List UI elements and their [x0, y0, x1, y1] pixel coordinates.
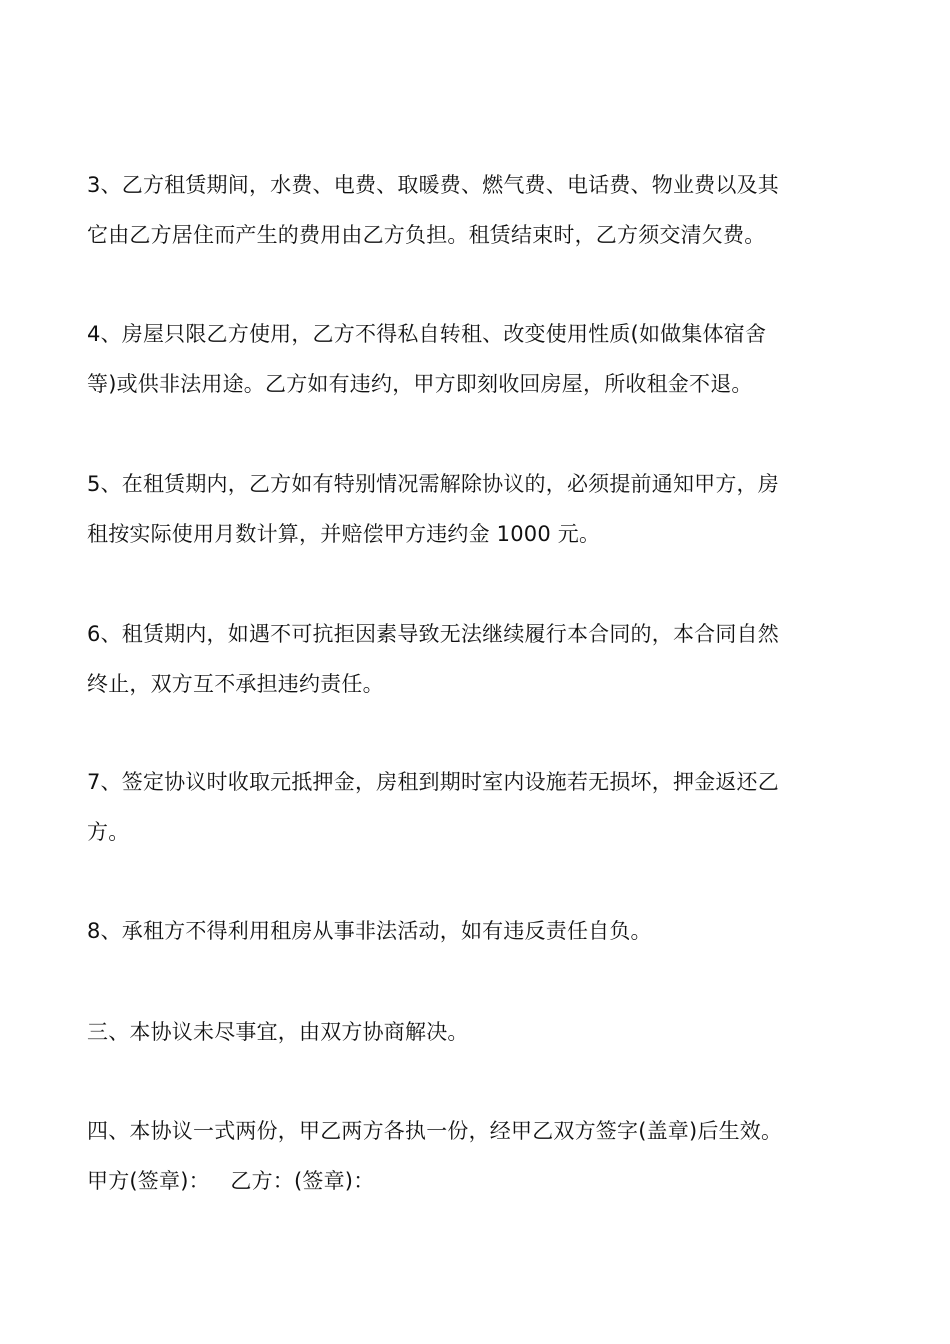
- section-4: [87, 1106, 877, 1156]
- clause-3-line-2: 它由乙方居住而产生的费用由乙方负担。租赁结束时，乙方须交清欠费。: [87, 223, 766, 247]
- clause-5-line-1: 5、在租赁期内，乙方如有特别情况需解除协议的，必须提前通知甲方，房: [87, 472, 779, 496]
- clause-6-line-1: 6、租赁期内，如遇不可抗拒因素导致无法继续履行本合同的，本合同自然: [87, 622, 779, 646]
- section-4-line-1: 四、本协议一式两份，甲乙两方各执一份，经甲乙双方签字(盖章)后生效。: [87, 1119, 783, 1143]
- clause-4-line-2: 等)或供非法用途。乙方如有违约，甲方即刻收回房屋，所收租金不退。: [87, 372, 753, 396]
- clause-7-line-2: 方。: [87, 820, 130, 844]
- clause-6: [87, 609, 877, 709]
- clause-3-line-1: 3、乙方租赁期间，水费、电费、取暖费、燃气费、电话费、物业费以及其: [87, 173, 779, 197]
- clause-8-line-1: 8、承租方不得利用租房从事非法活动，如有违反责任自负。: [87, 919, 652, 943]
- clause-7: [87, 757, 877, 857]
- section-3-line-1: 三、本协议未尽事宜，由双方协商解决。: [87, 1020, 469, 1044]
- signature-line-text: 甲方(签章)： 乙方：(签章)：: [87, 1169, 375, 1193]
- clause-4: [87, 309, 877, 409]
- clause-3: [87, 160, 877, 260]
- clause-4-line-1: 4、房屋只限乙方使用，乙方不得私自转租、改变使用性质(如做集体宿舍: [87, 322, 767, 346]
- clause-7-line-1: 7、签定协议时收取元抵押金，房租到期时室内设施若无损坏，押金返还乙: [87, 770, 779, 794]
- clause-6-line-2: 终止，双方互不承担违约责任。: [87, 672, 384, 696]
- signature-line: [87, 1156, 877, 1206]
- clause-5: [87, 459, 877, 559]
- clause-5-line-2: 租按实际使用月数计算，并赔偿甲方违约金 1000 元。: [87, 522, 601, 546]
- section-3: [87, 1007, 877, 1057]
- clause-8: [87, 906, 877, 956]
